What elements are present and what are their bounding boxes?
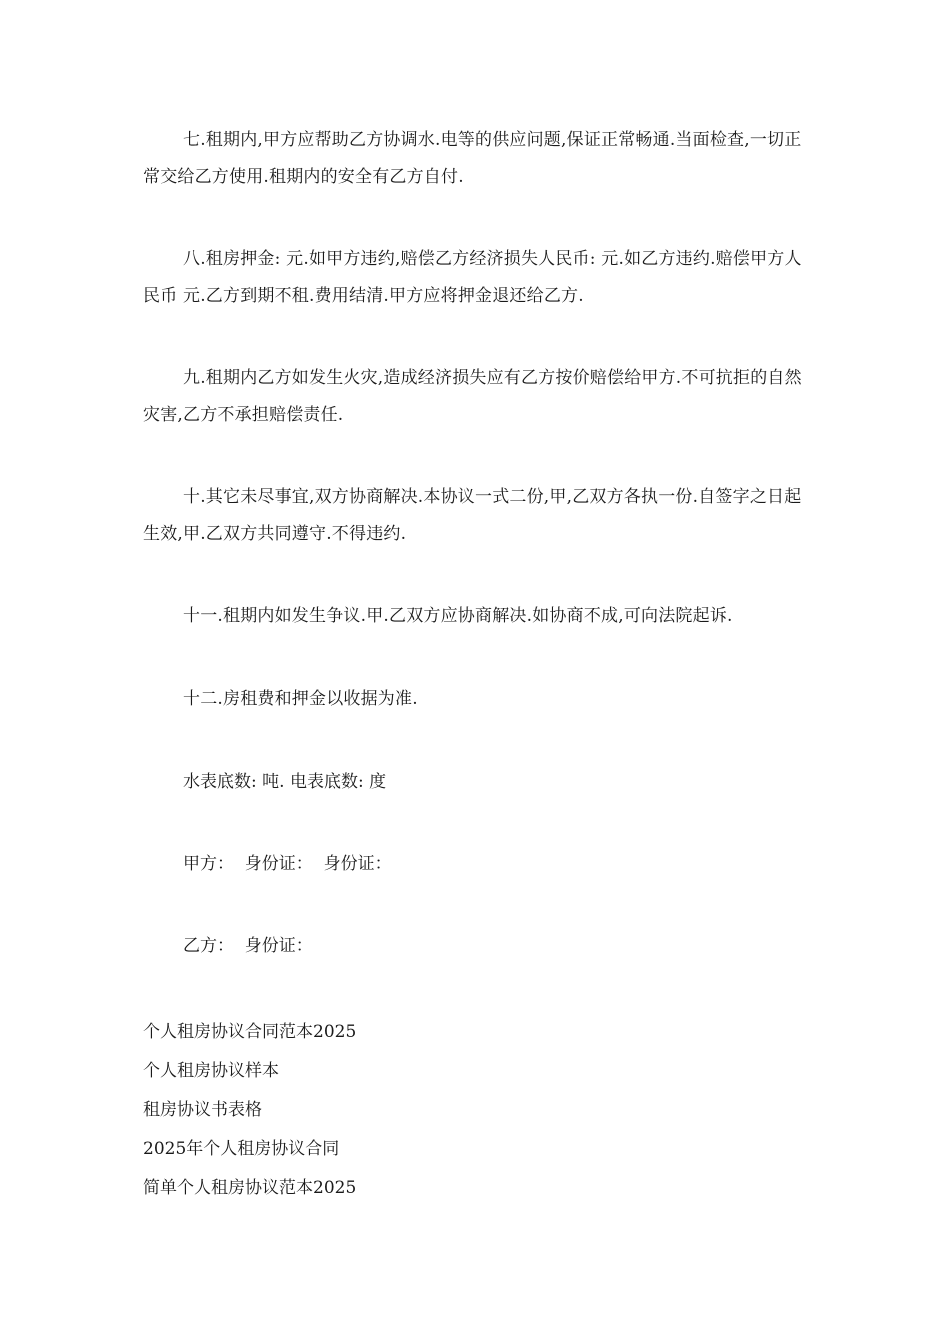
clause-9: 九.租期内乙方如发生火灾,造成经济损失应有乙方按价赔偿给甲方.不可抗拒的自然灾害,乙方不承担赔偿责任. <box>143 368 802 425</box>
meter-readings: 水表底数: 吨. 电表底数: 度 <box>183 772 387 792</box>
related-link[interactable]: 2025年个人租房协议合同 <box>143 1139 340 1159</box>
contract-body <box>143 122 808 1010</box>
related-link[interactable]: 个人租房协议合同范本2025 <box>143 1022 357 1042</box>
clause-8: 八.租房押金: 元.如甲方违约,赔偿乙方经济损失人民币: 元.如乙方违约.赔偿甲方人民币 元.乙方到期不租.费用结清.甲方应将押金退还给乙方. <box>143 249 802 306</box>
related-link[interactable]: 租房协议书表格 <box>143 1100 262 1120</box>
clause-10: 十.其它未尽事宜,双方协商解决.本协议一式二份,甲,乙双方各执一份.自签字之日起生效,甲.乙双方共同遵守.不得违约. <box>143 487 802 544</box>
related-link[interactable]: 简单个人租房协议范本2025 <box>143 1178 357 1198</box>
related-documents-list <box>143 1013 743 1208</box>
party-b-signature-line: 乙方： 身份证： <box>183 936 313 956</box>
related-link[interactable]: 个人租房协议样本 <box>143 1061 279 1081</box>
clause-7: 七.租期内,甲方应帮助乙方协调水.电等的供应问题,保证正常畅通.当面检查,一切正常交给乙方使用.租期内的安全有乙方自付. <box>143 130 802 187</box>
clause-12: 十二.房租费和押金以收据为准. <box>183 689 418 709</box>
clause-11: 十一.租期内如发生争议.甲.乙双方应协商解决.如协商不成,可向法院起诉. <box>183 606 733 626</box>
party-a-signature-line: 甲方： 身份证： 身份证： <box>183 854 392 874</box>
